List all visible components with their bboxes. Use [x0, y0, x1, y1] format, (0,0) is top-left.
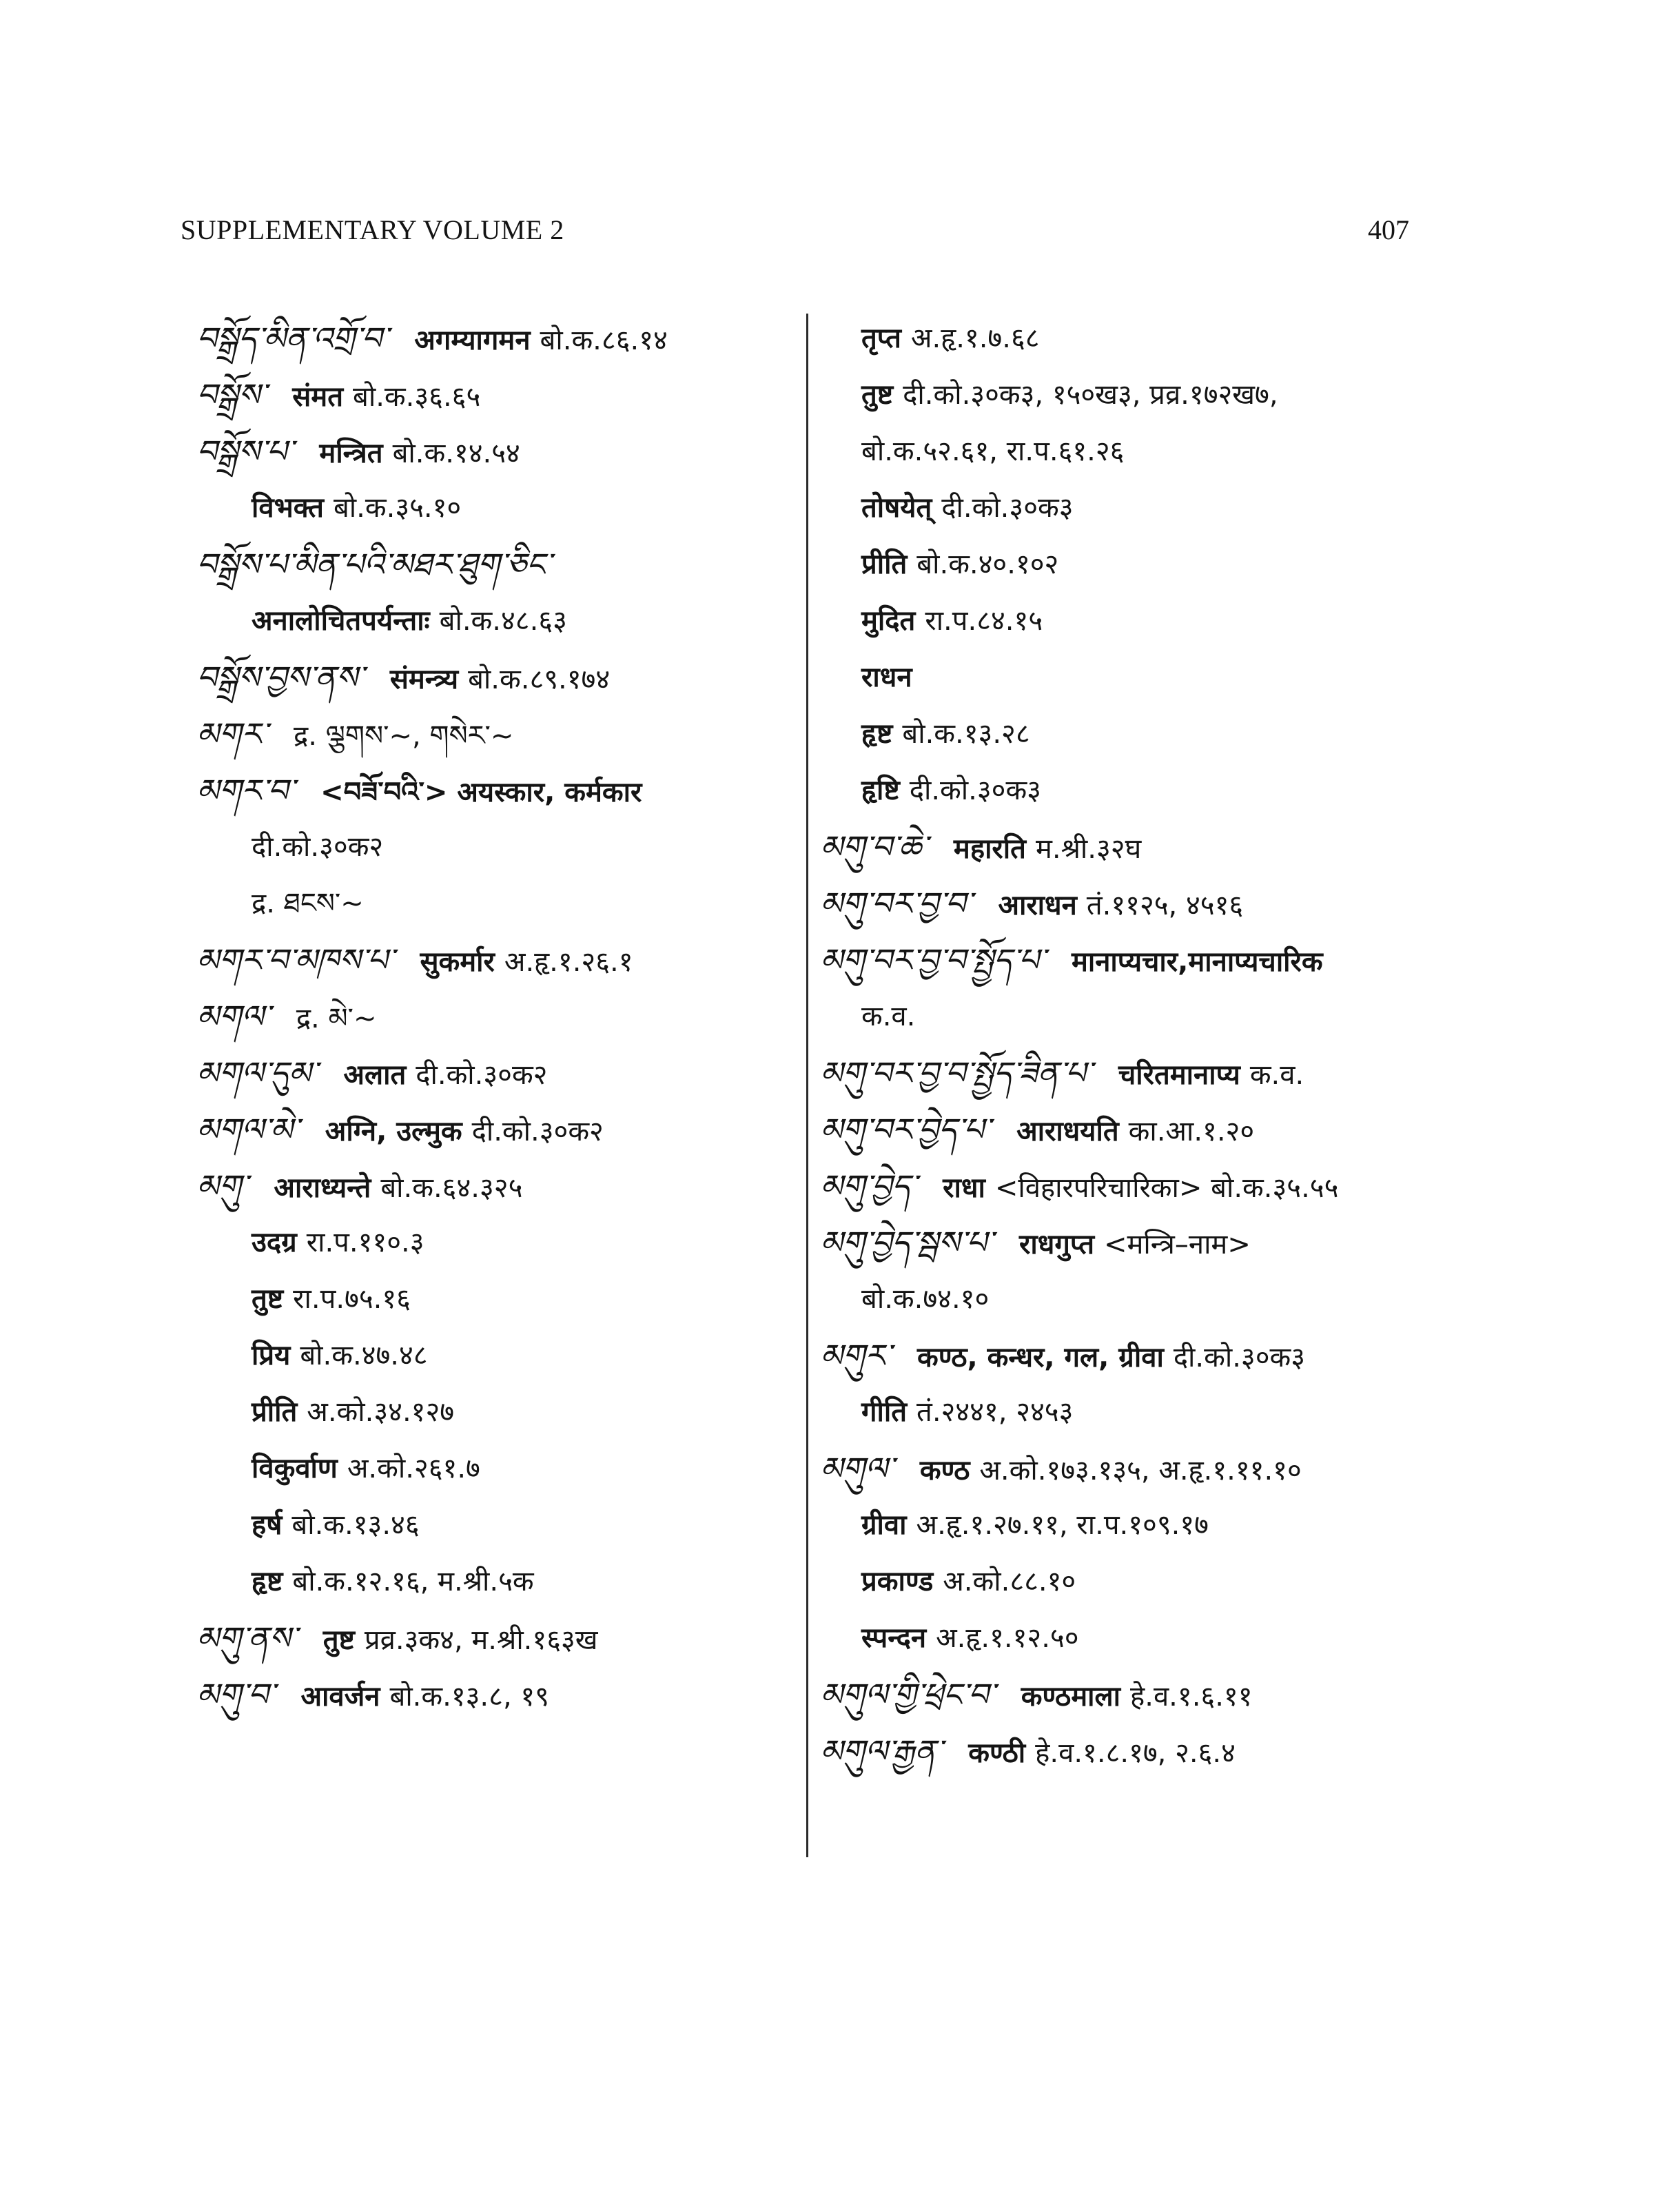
- dictionary-entry-line: [820, 1214, 1509, 1271]
- source-reference: दी.को.३०क३: [909, 775, 1041, 806]
- dictionary-entry-line: [196, 1271, 796, 1327]
- dictionary-entry-line: [196, 1384, 796, 1440]
- source-reference: अ.को.१७३.१३५, अ.हृ.१.११.१०: [979, 1455, 1302, 1486]
- tibetan-headword: མགར་བ་མཁས་པ་: [196, 941, 394, 979]
- dictionary-entry-line: [196, 706, 796, 762]
- tibetan-headword: བསྒྲོས་: [196, 376, 267, 413]
- dictionary-entry-line: [196, 1101, 796, 1158]
- dictionary-entry-line: [196, 1497, 796, 1553]
- dictionary-entry-line: [820, 367, 1509, 423]
- dictionary-entry-line: [196, 423, 796, 480]
- source-reference: अ.हृ.१.१२.५०: [936, 1622, 1079, 1654]
- dictionary-entry-line: [820, 1045, 1509, 1101]
- dictionary-entry-line: [820, 649, 1509, 706]
- source-reference: हे.व.१.८.१७, २.६.४: [1035, 1737, 1236, 1769]
- tibetan-headword: མགུ་བ་ཆེ་: [820, 828, 928, 866]
- dictionary-entry-line: [820, 932, 1509, 988]
- sanskrit-term: गीति: [861, 1396, 908, 1428]
- sanskrit-term: अग्नि, उल्मुक: [325, 1116, 462, 1147]
- sanskrit-term: हर्ष: [252, 1509, 283, 1541]
- dictionary-entry-line: [820, 423, 1509, 480]
- dictionary-entry-line: [196, 875, 796, 932]
- right-column: [820, 310, 1509, 1779]
- dictionary-entry-line: [820, 1101, 1509, 1158]
- sanskrit-term: उदग्र: [252, 1227, 297, 1258]
- source-reference: बो.क.३६.६५: [353, 381, 481, 413]
- dictionary-entry-line: [196, 1327, 796, 1384]
- sanskrit-term: राधगुप्त: [1019, 1229, 1094, 1260]
- sanskrit-term: राधा: [943, 1172, 985, 1204]
- left-column: [196, 310, 796, 1723]
- tibetan-headword: མགུ་བར་བྱ་བ་: [820, 885, 972, 922]
- source-reference: बो.क.१२.१६, म.श्री.५क: [292, 1566, 534, 1597]
- source-reference: बो.क.१३.४६: [291, 1509, 420, 1541]
- sanskrit-term: अलात: [343, 1059, 407, 1091]
- source-reference: म.श्री.३२घ: [1035, 833, 1142, 865]
- dictionary-entry-line: [820, 706, 1509, 762]
- source-reference: अ.को.२६१.७: [347, 1453, 480, 1484]
- source-reference: बो.क.३५.१०: [333, 492, 462, 524]
- running-head: SUPPLEMENTARY VOLUME 2: [181, 214, 564, 245]
- source-reference: द्र. མེ་~: [296, 1003, 377, 1034]
- sanskrit-term: हृष्टि: [861, 775, 900, 806]
- sanskrit-term: <བཟོ་བའི་> अयस्कार, कर्मकार: [320, 777, 642, 808]
- source-reference: अ.को.३४.१२७: [307, 1396, 455, 1428]
- source-reference: <विहारपरिचारिका> बो.क.३५.५५: [994, 1172, 1339, 1204]
- tibetan-headword: མགལ་: [196, 998, 270, 1035]
- source-reference: अ.हृ.१.२७.११, रा.प.१०९.१७: [916, 1509, 1209, 1541]
- sanskrit-term: तोषयेत्: [861, 492, 932, 524]
- sanskrit-term: कण्ठी: [968, 1737, 1026, 1769]
- dictionary-entry-line: [820, 762, 1509, 819]
- dictionary-entry-line: [196, 1158, 796, 1214]
- dictionary-entry-line: [196, 310, 796, 367]
- source-reference: प्रव्र.३क४, म.श्री.१६३ख: [364, 1624, 598, 1656]
- sanskrit-term: आवर्जन: [300, 1681, 380, 1713]
- dictionary-entry-line: [196, 1214, 796, 1271]
- source-reference: दी.को.३०क३: [1173, 1342, 1306, 1373]
- sanskrit-term: चरितमानाप्य: [1118, 1059, 1240, 1091]
- source-reference: बो.क.६४.३२५: [380, 1172, 523, 1204]
- dictionary-entry-line: [820, 1723, 1509, 1779]
- sanskrit-term: सुकर्मार: [420, 946, 495, 978]
- sanskrit-term: मुदित: [861, 605, 916, 637]
- sanskrit-term: ग्रीवा: [861, 1509, 907, 1541]
- sanskrit-term: प्रिय: [252, 1340, 291, 1371]
- source-reference: बो.क.८६.१४: [540, 325, 668, 356]
- dictionary-entry-line: [196, 480, 796, 536]
- source-reference: दी.को.३०क२: [416, 1059, 548, 1091]
- dictionary-entry-line: [820, 1271, 1509, 1327]
- sanskrit-term: आराधयति: [1016, 1116, 1119, 1147]
- dictionary-entry-line: [196, 932, 796, 988]
- source-reference: अ.को.८८.१०: [943, 1566, 1076, 1597]
- tibetan-headword: མགལ་མེ་: [196, 1111, 299, 1148]
- dictionary-entry-line: [820, 480, 1509, 536]
- source-reference: हे.व.१.६.११: [1129, 1681, 1253, 1713]
- tibetan-headword: མགལ་དུམ་: [196, 1054, 318, 1092]
- source-reference: दी.को.३०क२: [252, 831, 384, 863]
- tibetan-headword: མགུ་བྱེད་སྦས་པ་: [820, 1224, 994, 1261]
- source-reference: बो.क.५२.६१, रा.प.६१.२६: [861, 436, 1125, 467]
- dictionary-entry-line: [820, 536, 1509, 593]
- dictionary-entry-line: [820, 819, 1509, 875]
- page-number: 407: [1368, 214, 1409, 245]
- source-reference: बो.क.४७.४८: [300, 1340, 428, 1371]
- source-reference: बो.क.४८.६३: [439, 605, 567, 637]
- sanskrit-term: महारति: [953, 833, 1026, 865]
- sanskrit-term: संमन्त्र्य: [389, 664, 459, 695]
- source-reference: बो.क.७४.१०: [861, 1283, 990, 1315]
- tibetan-headword: མགུ་བར་བྱ་བ་སྤྱོད་པ་: [820, 941, 1045, 979]
- dictionary-entry-line: [196, 1553, 796, 1610]
- source-reference: बो.क.१३.८, १९: [389, 1681, 549, 1713]
- dictionary-entry-line: [820, 875, 1509, 932]
- sanskrit-term: कण्ठमाला: [1021, 1681, 1120, 1713]
- sanskrit-term: प्रकाण्ड: [861, 1566, 934, 1597]
- source-reference: अ.हृ.१.७.६८: [910, 323, 1040, 354]
- source-reference: द्र. ཐངས་~: [252, 888, 364, 919]
- sanskrit-term: संमत: [292, 381, 344, 413]
- tibetan-headword: བསྒྲོས་པ་མིན་པའི་མཐར་ཐུག་ཅིང་: [196, 546, 551, 583]
- tibetan-headword: མགུ་བྱེད་: [820, 1167, 917, 1205]
- dictionary-entry-line: [820, 1440, 1509, 1497]
- tibetan-headword: བསྒྲོས་བྱས་ནས་: [196, 659, 364, 696]
- tibetan-headword: མགུར་: [820, 1337, 891, 1374]
- tibetan-headword: མགུལ་: [820, 1450, 894, 1487]
- dictionary-entry-line: [196, 819, 796, 875]
- sanskrit-term: मानाप्यचार,मानाप्यचारिक: [1071, 946, 1323, 978]
- dictionary-entry-line: [196, 762, 796, 819]
- tibetan-headword: མགུ་བར་བྱ་བ་སྤྱོད་ཟིན་པ་: [820, 1054, 1092, 1092]
- dictionary-entry-line: [820, 1553, 1509, 1610]
- sanskrit-term: हृष्ट: [252, 1566, 283, 1597]
- source-reference: बो.क.४०.१०२: [916, 549, 1059, 580]
- sanskrit-term: कण्ठ, कन्धर, गल, ग्रीवा: [917, 1342, 1164, 1373]
- dictionary-entry-line: [820, 1158, 1509, 1214]
- sanskrit-term: अगम्यागमन: [414, 325, 531, 356]
- sanskrit-term: कण्ठ: [919, 1455, 970, 1486]
- source-reference: बो.क.१३.२८: [902, 718, 1030, 750]
- tibetan-headword: མགར་: [196, 715, 267, 753]
- source-reference: दी.को.३०क३: [941, 492, 1074, 524]
- dictionary-entry-line: [820, 1327, 1509, 1384]
- sanskrit-term: हृष्ट: [861, 718, 893, 750]
- sanskrit-term: तृप्त: [861, 323, 901, 354]
- dictionary-entry-line: [820, 310, 1509, 367]
- tibetan-headword: བསྒྲོད་མིན་འགྲོ་བ་: [196, 320, 389, 357]
- dictionary-entry-line: [196, 1045, 796, 1101]
- source-reference: क.व.: [861, 1001, 916, 1032]
- dictionary-entry-line: [196, 367, 796, 423]
- sanskrit-term: स्पन्दन: [861, 1622, 927, 1654]
- sanskrit-term: तुष्ट: [252, 1283, 284, 1315]
- sanskrit-term: आराधन: [998, 890, 1077, 921]
- sanskrit-term: विकुर्वाण: [252, 1453, 338, 1484]
- dictionary-entry-line: [820, 1666, 1509, 1723]
- tibetan-headword: བསྒྲོས་པ་: [196, 433, 294, 470]
- source-reference: दी.को.३०क३, १५०ख३, प्रव्र.१७२ख७,: [903, 379, 1278, 411]
- sanskrit-term: मन्त्रित: [319, 438, 383, 469]
- tibetan-headword: མགུ་: [196, 1167, 248, 1205]
- sanskrit-term: अनालोचितपर्यन्ताः: [252, 605, 430, 637]
- source-reference: द्र. ལྕགས་~, གསེར་~: [294, 720, 514, 752]
- sanskrit-term: तुष्ट: [861, 379, 894, 411]
- source-reference: का.आ.१.२०: [1128, 1116, 1255, 1147]
- sanskrit-term: प्रीति: [861, 549, 908, 580]
- dictionary-entry-line: [196, 593, 796, 649]
- dictionary-entry-line: [196, 1666, 796, 1723]
- source-reference: तं.११२५, ४५१६: [1086, 890, 1244, 921]
- sanskrit-term: विभक्त: [252, 492, 324, 524]
- tibetan-headword: མགུ་བ་: [196, 1676, 275, 1713]
- source-reference: क.व.: [1249, 1059, 1304, 1091]
- sanskrit-term: प्रीति: [252, 1396, 298, 1428]
- dictionary-entry-line: [820, 1610, 1509, 1666]
- tibetan-headword: མགུ་ནས་: [196, 1619, 297, 1657]
- dictionary-entry-line: [196, 536, 796, 593]
- source-reference: बो.क.८९.१७४: [468, 664, 611, 695]
- source-reference: रा.प.८४.१५: [925, 605, 1043, 637]
- source-reference: दी.को.३०क२: [471, 1116, 604, 1147]
- source-reference: अ.हृ.१.२६.१: [504, 946, 633, 978]
- dictionary-entry-line: [820, 988, 1509, 1045]
- source-reference: रा.प.११०.३: [306, 1227, 424, 1258]
- tibetan-headword: མགར་བ་: [196, 772, 295, 809]
- dictionary-entry-line: [820, 593, 1509, 649]
- sanskrit-term: आराध्यन्ते: [274, 1172, 371, 1204]
- tibetan-headword: མགུ་བར་བྱེད་པ་: [820, 1111, 991, 1148]
- dictionary-entry-line: [196, 988, 796, 1045]
- tibetan-headword: མགུལ་རྒྱན་: [820, 1733, 943, 1770]
- source-reference: <मन्त्रि–नाम>: [1104, 1229, 1251, 1260]
- sanskrit-term: तुष्ट: [322, 1624, 355, 1656]
- dictionary-entry-line: [196, 1610, 796, 1666]
- column-divider: [806, 314, 808, 1857]
- dictionary-entry-line: [820, 1384, 1509, 1440]
- source-reference: रा.प.७५.१६: [293, 1283, 411, 1315]
- dictionary-entry-line: [820, 1497, 1509, 1553]
- dictionary-entry-line: [196, 649, 796, 706]
- source-reference: तं.२४४१, २४५३: [916, 1396, 1074, 1428]
- tibetan-headword: མགུལ་གྱི་ཕྲེང་བ་: [820, 1676, 995, 1713]
- source-reference: बो.क.१४.५४: [392, 438, 520, 469]
- sanskrit-term: राधन: [861, 662, 912, 693]
- dictionary-entry-line: [196, 1440, 796, 1497]
